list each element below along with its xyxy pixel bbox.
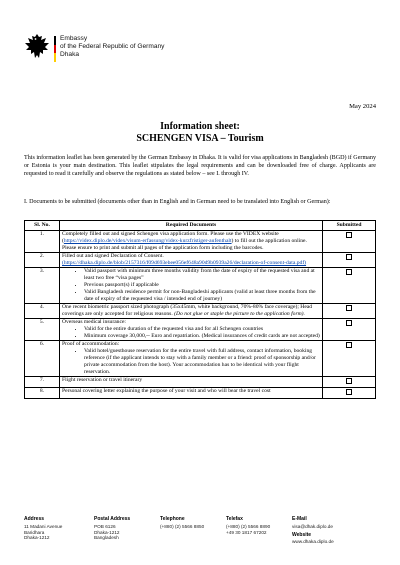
documents-heading: I. Documents to be submitted (documents other than in English and in German need to be translated into English or German): xyxy=(24,199,331,205)
bullet-list: • Valid hotel/guesthouse reservation for the entire travel with full address, contact information, booking reference (if the applicant intends to stay with a family member or a friend: proof of sponsorship and/or private accommodation from the host). Your accommodation has to be identical with your flight reservation. xyxy=(62,348,320,376)
header-submitted: Submitted xyxy=(323,221,376,231)
table-row: 7. Flight reservation or travel itinerary xyxy=(25,377,376,388)
table-row: 6. Proof of accommodation: • Valid hotel/guesthouse reservation for the entire travel with full address, contact information, booking reference (if the applicant intends to stay with a family member or a friend: proof of sponsorship and/or private accommodation from the host). Your accommodation has to be identical with your flight reservation. xyxy=(25,341,376,377)
document-cell xyxy=(60,268,323,304)
document-cell: Flight reservation or travel itinerary xyxy=(60,377,323,388)
submitted-checkbox[interactable] xyxy=(346,254,352,260)
bullet-list: • Valid for the entire duration of the requested visa and for all Schengen countries • Minimum coverage 30,000,-- Euro and repatriation. (Medical insurances of credit cards are not accepted) xyxy=(62,326,320,340)
submitted-checkbox[interactable] xyxy=(346,342,352,348)
submitted-checkbox[interactable] xyxy=(346,305,352,311)
required-documents-table xyxy=(24,220,376,399)
header-serial: Sl. No. xyxy=(25,221,60,231)
table-row: 8. Personal covering letter explaining the purpose of your visit and who will bear the travel cost xyxy=(25,388,376,399)
footer-postal: Postal Address POB 6126 Dhaka-1212 Bangladesh xyxy=(94,516,131,541)
footer-telephone: Telephone (+880) (2) 5566 8850 xyxy=(160,516,205,529)
embassy-header xyxy=(24,32,224,66)
document-cell: Overseas medical insurance: • Valid for the entire duration of the requested visa and for all Schengen countries • Minimum coverage 30,000,-- Euro and repatriation. (Medical insurances of credit cards are not accepted) xyxy=(60,319,323,341)
document-cell: Completely filled out and signed Schengen visa application form. Please use the VIDEX website (https://videx.diplo.de/videx/visum-erfassung/videx-kurzfristiger-aufenthalt) to fill out the application online. Please ensure to print and submit all pages of the application form including the barcodes. xyxy=(60,231,323,253)
videx-link[interactable]: https://videx.diplo.de/videx/visum-erfassung/videx-kurzfristiger-aufenthalt xyxy=(63,238,232,244)
title-line-2: SCHENGEN VISA – Tourism xyxy=(136,133,264,144)
header-documents: Required Documents xyxy=(60,221,323,231)
document-cell: One recent biometric passport sized photograph (35x45mm, white background, 70%-80% face coverage); Head coverings are only accepted for religious reasons. (Do not glue or staple the picture to the application form). xyxy=(60,304,323,319)
footer-email: E-Mail visa@dhak.diplo.de Website www.dhaka.diplo.de xyxy=(292,516,334,545)
document-cell: Personal covering letter explaining the purpose of your visit and who will bear the travel cost xyxy=(60,388,323,399)
submitted-checkbox[interactable] xyxy=(346,378,352,384)
table-row: 5. Overseas medical insurance: • Valid for the entire duration of the requested visa and for all Schengen countries • Minimum coverage 30,000,-- Euro and repatriation. (Medical insurances of credit cards are not accepted) xyxy=(25,319,376,341)
federal-eagle-icon xyxy=(24,32,50,62)
submitted-checkbox[interactable] xyxy=(346,389,352,395)
document-date: May 2024 xyxy=(349,103,376,110)
submitted-checkbox[interactable] xyxy=(346,269,352,275)
embassy-name: Embassy of the Federal Republic of Germany Dhaka xyxy=(60,35,165,59)
table-row: 4. One recent biometric passport sized photograph (35x45mm, white background, 70%-80% face coverage); Head coverings are only accepted for religious reasons. (Do not glue or staple the picture to the application form). xyxy=(25,304,376,319)
table-row: 1. Completely filled out and signed Schengen visa application form. Please use the VIDEX website (https://videx.diplo.de/videx/visum-erfassung/videx-kurzfristiger-aufenthalt) to fill out the application online. Please ensure to print and submit all pages of the application form including the barcodes. xyxy=(25,231,376,253)
submitted-checkbox[interactable] xyxy=(346,232,352,238)
table-header-row xyxy=(25,221,376,231)
title-line-1: Information sheet: xyxy=(160,121,240,132)
footer-telefax: Telefax (+880) (2) 5566 8890 +49 30 1817 67202 xyxy=(226,516,271,535)
table-row: 3. • Valid passport with minimum three months validity from the date of expiry of the requested visa and at least two free “visa pages” • Previous passport(s) if applicable • Valid Bangladesh residence permit for non-Bangladeshi applicants (valid at least three months from the date of expiry of the requested visa / intended end of journey) xyxy=(25,268,376,304)
document-cell: Proof of accommodation: • Valid hotel/guesthouse reservation for the entire travel with full address, contact information, booking reference (if the applicant intends to stay with a family member or a friend: proof of sponsorship and/or private accommodation from the host). Your accommodation has to be identical with your flight reservation. xyxy=(60,341,323,377)
german-flag-stripe xyxy=(54,36,56,62)
declaration-link[interactable]: (https://dhaka.diplo.de/blob/2157316/f09d693ebee056ef648a90d9b0939a26/declaration-of-consent-data.pdf) xyxy=(62,260,307,266)
bullet-list: • Valid passport with minimum three months validity from the date of expiry of the requested visa and at least two free “visa pages” • Previous passport(s) if applicable • Valid Bangladesh residence permit for non-Bangladeshi applicants (valid at least three months from the date of expiry of the requested visa / intended end of journey) xyxy=(62,268,320,303)
document-cell: Filled out and signed Declaration of Consent. (https://dhaka.diplo.de/blob/2157316/f09d693ebee056ef648a90d9b0939a26/declaration-of-consent-data.pdf) xyxy=(60,253,323,268)
footer-address: Address 11 Madani Avenue Baridhara Dhaka-1212 xyxy=(24,516,63,541)
submitted-checkbox[interactable] xyxy=(346,320,352,326)
intro-paragraph: This information leaflet has been generated by the German Embassy in Dhaka. It is valid for visa applications in Bangladesh (BGD) if Germany or Estonia is your main destination. This leaflet stipulates the legal requirements and can be downloaded free of charge. Applicants are requested to read it carefully and observe the regulations as stated below – see I. through IV. xyxy=(24,155,376,177)
table-row: 2. Filled out and signed Declaration of Consent. (https://dhaka.diplo.de/blob/2157316/f09d693ebee056ef648a90d9b0939a26/declaration-of-consent-data.pdf) xyxy=(25,253,376,268)
